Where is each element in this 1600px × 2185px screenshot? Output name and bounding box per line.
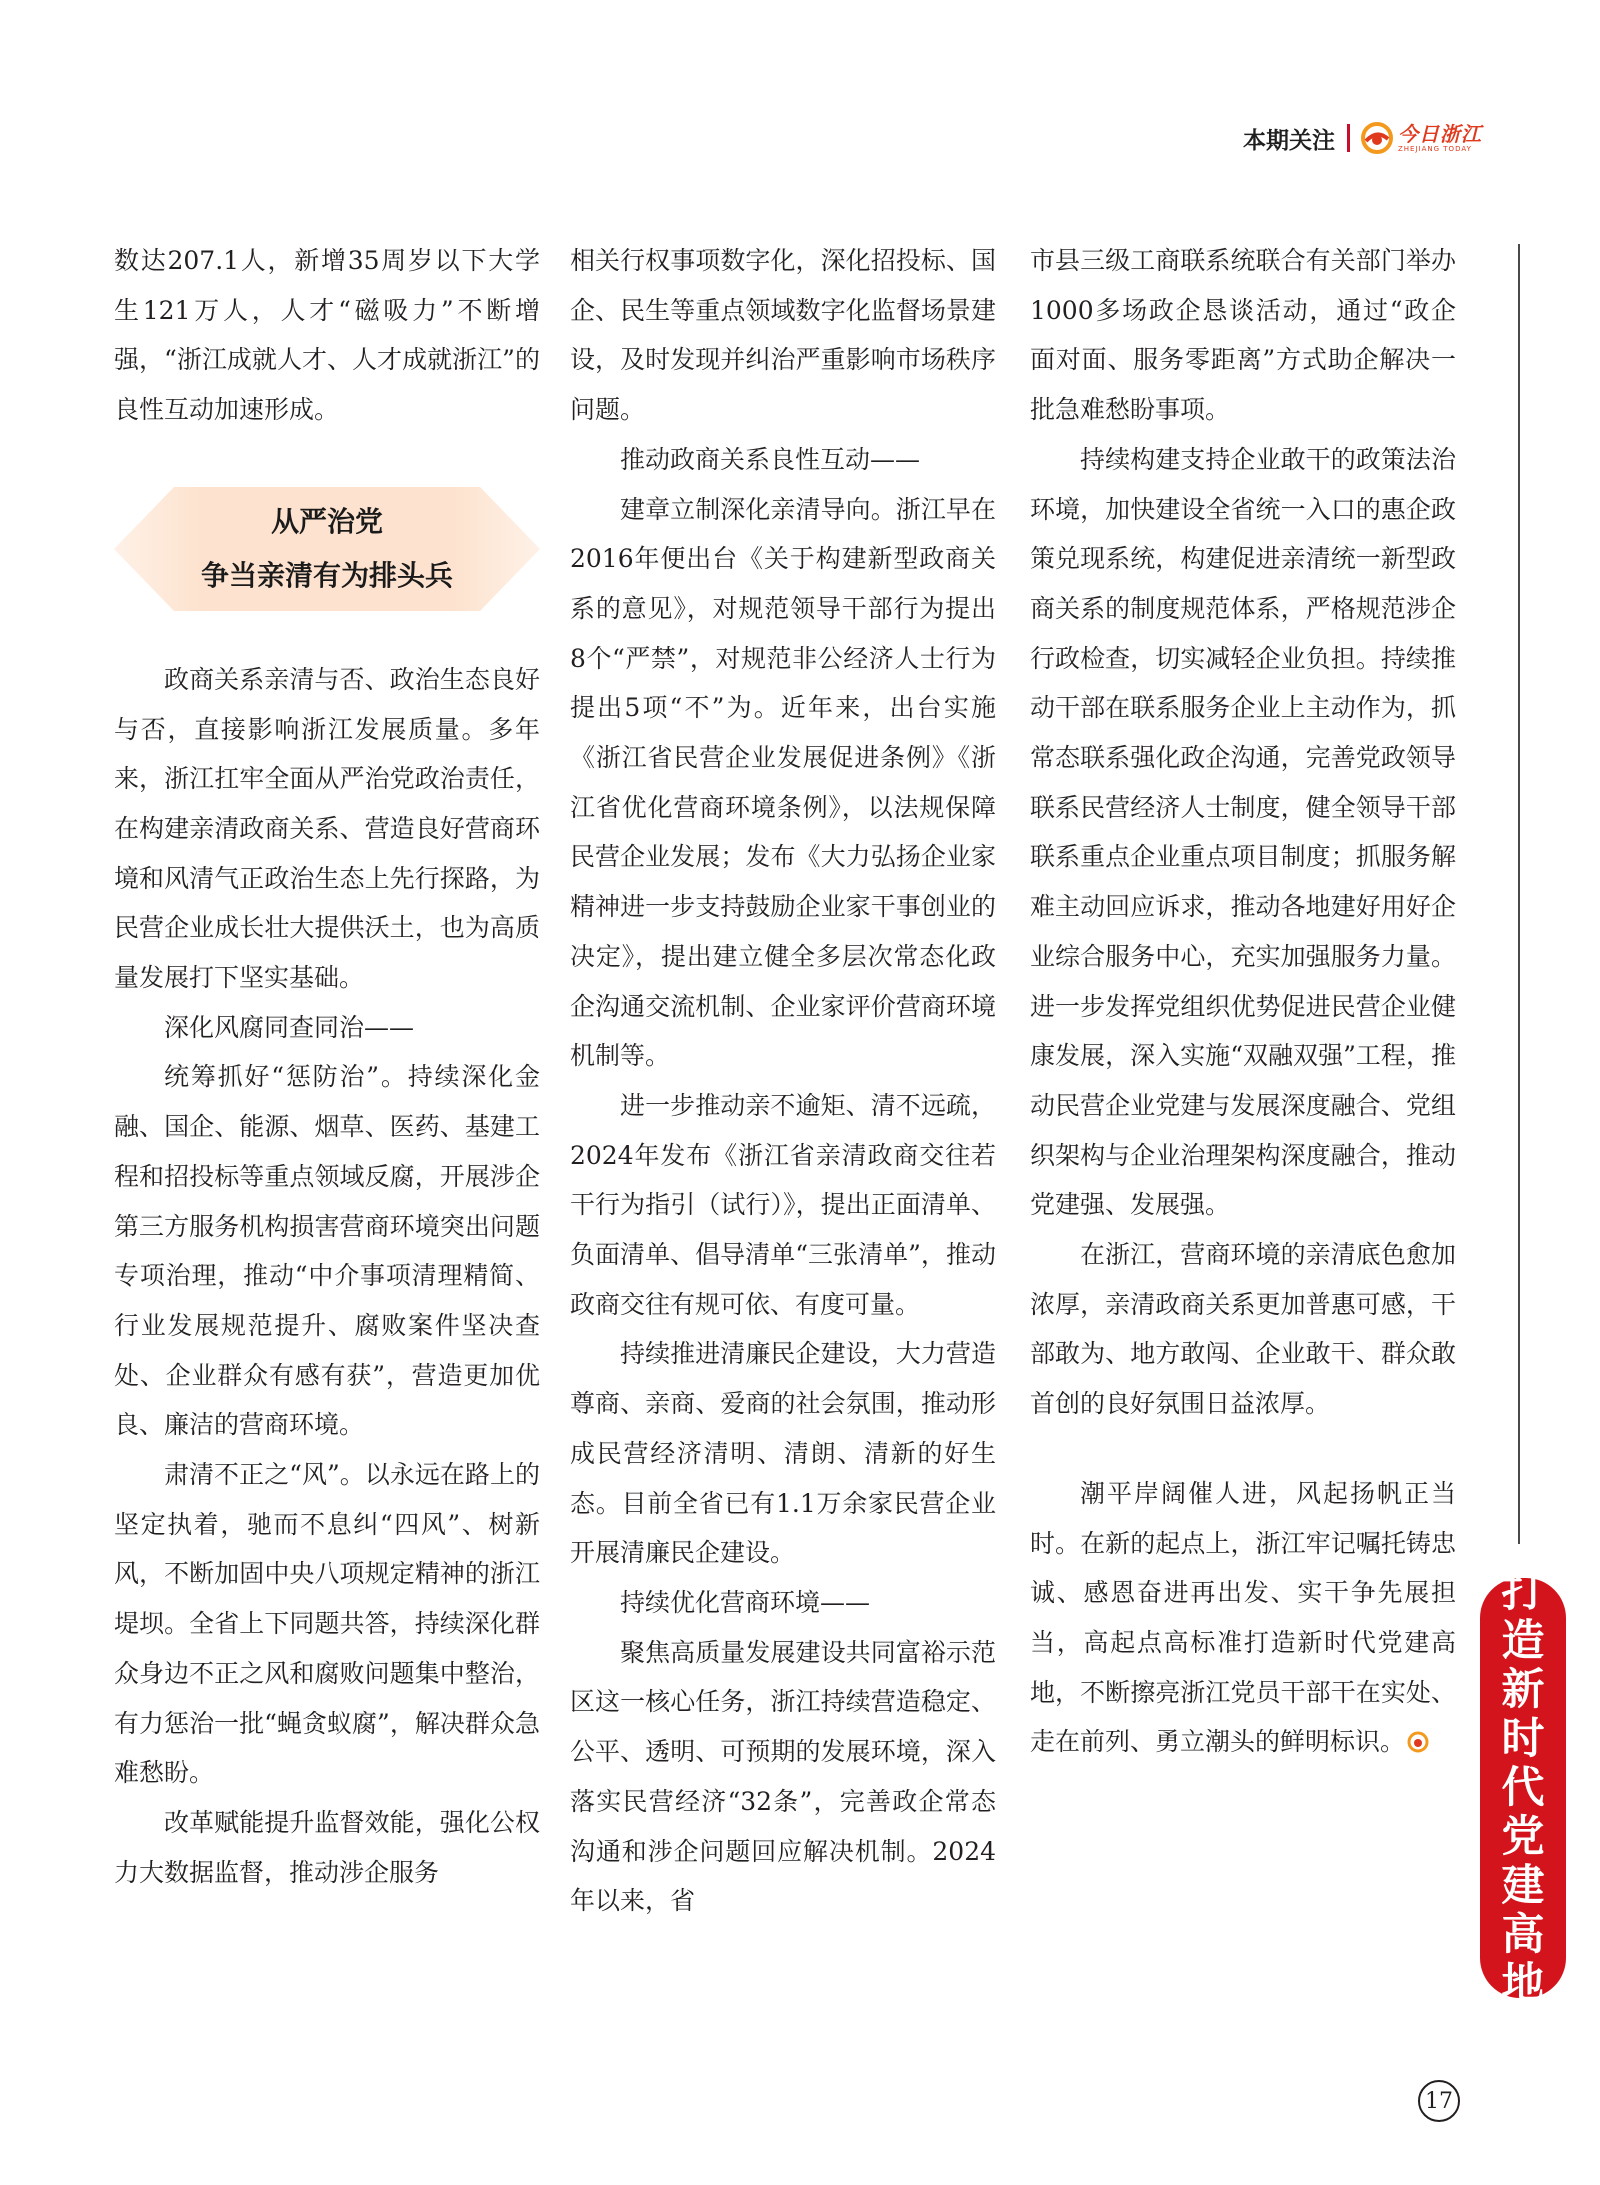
- logo-cn-text: 今日浙江: [1398, 121, 1482, 146]
- header-divider: [1347, 124, 1350, 152]
- side-banner-char: 建: [1501, 1860, 1545, 1911]
- side-banner-char: 时: [1501, 1713, 1545, 1764]
- paragraph: 政商关系亲清与否、政治生态良好与否，直接影响浙江发展质量。多年来，浙江扛牢全面从严治党政治责任，在构建亲清政商关系、营造良好营商环境和风清气正政治生态上先行探路，为民营企业成长壮大提供沃土，也为高质量发展打下坚实基础。: [114, 664, 540, 993]
- closing-paragraph: [1030, 1469, 1456, 1767]
- paragraph: 聚焦高质量发展建设共同富裕示范区这一核心任务，浙江持续营造稳定、公平、透明、可预期的发展环境，深入落实民营经济“32条”，完善政企常态沟通和涉企问题回应解决机制。2024年以来，省: [570, 1637, 996, 1916]
- section-title-box: [114, 487, 540, 611]
- paragraph-gap: [1030, 1429, 1456, 1469]
- side-banner-char: 造: [1501, 1615, 1545, 1666]
- subheading: 深化风腐同查同治——: [164, 1012, 415, 1042]
- side-banner-char: 打: [1501, 1566, 1545, 1617]
- paragraph: 建章立制深化亲清导向。浙江早在2016年便出台《关于构建新型政商关系的意见》，对规范领导干部行为提出8个“严禁”，对规范非公经济人士行为提出5项“不”为。近年来，出台实施《浙江省民营企业发展促进条例》《浙江省优化营商环境条例》，以法规保障民营企业发展；发布《大力弘扬企业家精神进一步支持鼓励企业家干事创业的决定》，提出建立健全多层次常态化政企沟通交流机制、企业家评价营商环境机制等。: [570, 494, 996, 1071]
- paragraph: 持续推进清廉民企建设，大力营造尊商、亲商、爱商的社会氛围，推动形成民营经济清明、清朗、清新的好生态。目前全省已有1.1万余家民营企业开展清廉民企建设。: [570, 1339, 996, 1568]
- closing-paragraph-text: 潮平岸阔催人进，风起扬帆正当时。在新的起点上，浙江牢记嘱托铸忠诚、感恩奋进再出发、实干争先展担当，高起点高标准打造新时代党建高地，不断擦亮浙江党员干部干在实处、走在前列、勇立潮头的鲜明标识。: [1030, 1478, 1456, 1757]
- paragraph: 统筹抓好“惩防治”。持续深化金融、国企、能源、烟草、医药、基建工程和招投标等重点领域反腐，开展涉企第三方服务机构损害营商环境突出问题专项治理，推动“中介事项清理精简、行业发展规范提升、腐败案件坚决查处、企业群众有感有获”，营造更加优良、廉洁的营商环境。: [114, 1062, 540, 1440]
- paragraph: 在浙江，营商环境的亲清底色愈加浓厚，亲清政商关系更加普惠可感，干部敢为、地方敢闯、企业敢干、群众敢首创的良好氛围日益浓厚。: [1030, 1240, 1456, 1419]
- paragraph: 持续构建支持企业敢干的政策法治环境，加快建设全省统一入口的惠企政策兑现系统，构建促进亲清统一新型政商关系的制度规范体系，严格规范涉企行政检查，切实减轻企业负担。持续推动干部在联系服务企业上主动作为，抓常态联系强化政企沟通，完善党政领导联系民营经济人士制度，健全领导干部联系重点企业重点项目制度；抓服务解难主动回应诉求，推动各地建好用好企业综合服务中心，充实加强服务力量。进一步发挥党组织优势促进民营企业健康发展，深入实施“双融双强”工程，推动民营企业党建与发展深度融合、党组织架构与企业治理架构深度融合，推动党建强、发展强。: [1030, 444, 1456, 1220]
- paragraph: 相关行权事项数字化，深化招投标、国企、民生等重点领域数字化监督场景建设，及时发现并纠治严重影响市场秩序问题。: [570, 246, 996, 425]
- paragraph: 数达207.1人，新增35周岁以下大学生121万人，人才“磁吸力”不断增强，“浙江成就人才、人才成就浙江”的良性互动加速形成。: [114, 246, 540, 425]
- subheading: 持续优化营商环境——: [620, 1587, 871, 1617]
- column-rule: [1518, 244, 1520, 1544]
- side-banner-char: 新: [1501, 1664, 1545, 1715]
- section-title: [114, 495, 540, 603]
- paragraph: 进一步推动亲不逾矩、清不远疏，2024年发布《浙江省亲清政商交往若干行为指引（试行）》，提出正面清单、负面清单、倡导清单“三张清单”，推动政商交往有规可依、有度可量。: [570, 1090, 996, 1319]
- side-banner-char: 党: [1501, 1811, 1545, 1862]
- side-banner-char: 高: [1501, 1909, 1545, 1960]
- section-title-line2: 争当亲清有为排头兵: [200, 558, 453, 592]
- side-banner-char: 地: [1501, 1958, 1545, 2009]
- logo-icon: [1360, 121, 1394, 155]
- section-title-line1: 从严治党: [270, 504, 383, 538]
- text-column-3: [1030, 236, 1456, 1767]
- logo: [1398, 121, 1482, 153]
- paragraph: 市县三级工商联系统联合有关部门举办1000多场政企恳谈活动，通过“政企面对面、服务零距离”方式助企解决一批急难愁盼事项。: [1030, 246, 1456, 425]
- page-header: [1243, 118, 1482, 158]
- page-number: 17: [1418, 2080, 1460, 2122]
- side-banner-char: 代: [1501, 1762, 1545, 1813]
- paragraph: 肃清不正之“风”。以永远在路上的坚定执着，驰而不息纠“四风”、树新风，不断加固中央八项规定精神的浙江堤坝。全省上下同题共答，持续深化群众身边不正之风和腐败问题集中整治，有力惩治一批“蝇贪蚁腐”，解决群众急难愁盼。: [114, 1460, 540, 1788]
- side-banner: [1480, 1566, 1566, 2009]
- subheading: 推动政商关系良性互动——: [620, 444, 921, 474]
- section-label: 本期关注: [1243, 127, 1335, 154]
- end-mark-icon: [1407, 1731, 1429, 1753]
- text-column-1: [114, 236, 540, 1897]
- text-column-2: [570, 236, 996, 1926]
- paragraph: 改革赋能提升监督效能，强化公权力大数据监督，推动涉企服务: [114, 1807, 540, 1887]
- logo-en-text: ZHEJIANG TODAY: [1398, 144, 1472, 153]
